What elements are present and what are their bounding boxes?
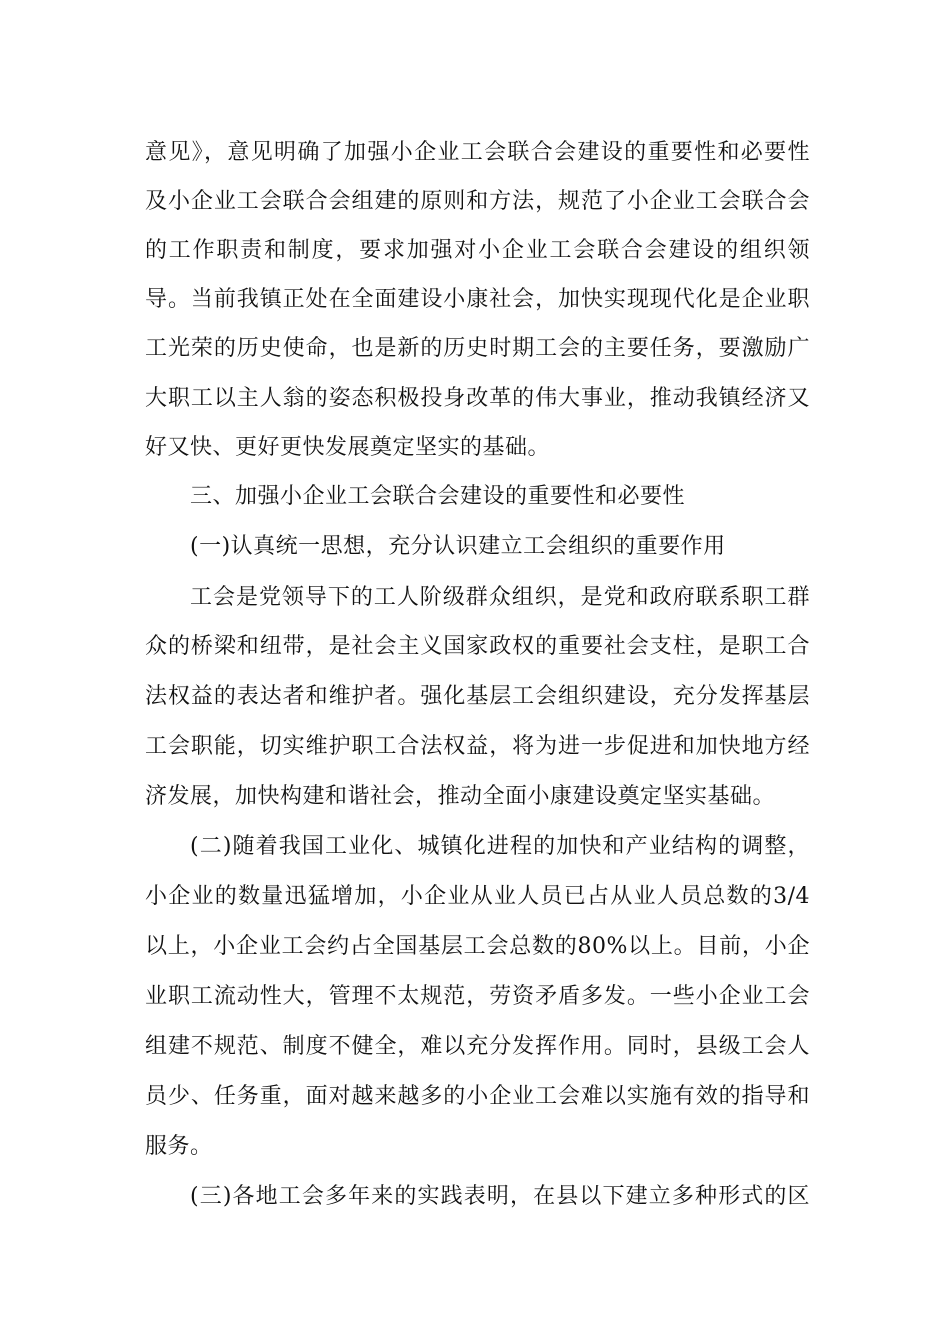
- text-line: 小企业的数量迅猛增加，小企业从业人员已占从业人员总数的3/4: [145, 884, 810, 909]
- text-line: 的工作职责和制度，要求加强对小企业工会联合会建设的组织领: [145, 238, 810, 263]
- subsection-heading: (一)认真统一思想，充分认识建立工会组织的重要作用: [190, 534, 726, 559]
- text-line: 法权益的表达者和维护者。强化基层工会组织建设，充分发挥基层: [145, 684, 810, 709]
- text-line: 意见》，意见明确了加强小企业工会联合会建设的重要性和必要性: [145, 140, 810, 165]
- text-line: 及小企业工会联合会组建的原则和方法，规范了小企业工会联合会: [145, 189, 810, 214]
- text-line: 工会职能，切实维护职工合法权益，将为进一步促进和加快地方经: [145, 734, 810, 759]
- section-heading: 三、加强小企业工会联合会建设的重要性和必要性: [190, 484, 686, 509]
- text-line: 组建不规范、制度不健全，难以充分发挥作用。同时，县级工会人: [145, 1034, 810, 1059]
- text-line: 导。当前我镇正处在全面建设小康社会，加快实现现代化是企业职: [145, 287, 810, 312]
- text-line: 好又快、更好更快发展奠定坚实的基础。: [145, 435, 551, 460]
- text-line: 工会是党领导下的工人阶级群众组织，是党和政府联系职工群: [190, 585, 810, 610]
- text-line: (二)随着我国工业化、城镇化进程的加快和产业结构的调整，: [190, 834, 810, 859]
- text-line: (三)各地工会多年来的实践表明，在县以下建立多种形式的区: [190, 1184, 810, 1209]
- text-line: 众的桥梁和纽带，是社会主义国家政权的重要社会支柱，是职工合: [145, 634, 810, 659]
- text-line: 以上，小企业工会约占全国基层工会总数的80%以上。目前，小企: [145, 934, 810, 959]
- text-line: 大职工以主人翁的姿态积极投身改革的伟大事业，推动我镇经济又: [145, 386, 810, 411]
- text-line: 服务。: [145, 1134, 213, 1159]
- text-line: 济发展，加快构建和谐社会，推动全面小康建设奠定坚实基础。: [145, 784, 776, 809]
- text-line: 业职工流动性大，管理不太规范，劳资矛盾多发。一些小企业工会: [145, 984, 810, 1009]
- text-line: 员少、任务重，面对越来越多的小企业工会难以实施有效的指导和: [145, 1084, 810, 1109]
- text-line: 工光荣的历史使命，也是新的历史时期工会的主要任务，要激励广: [145, 336, 810, 361]
